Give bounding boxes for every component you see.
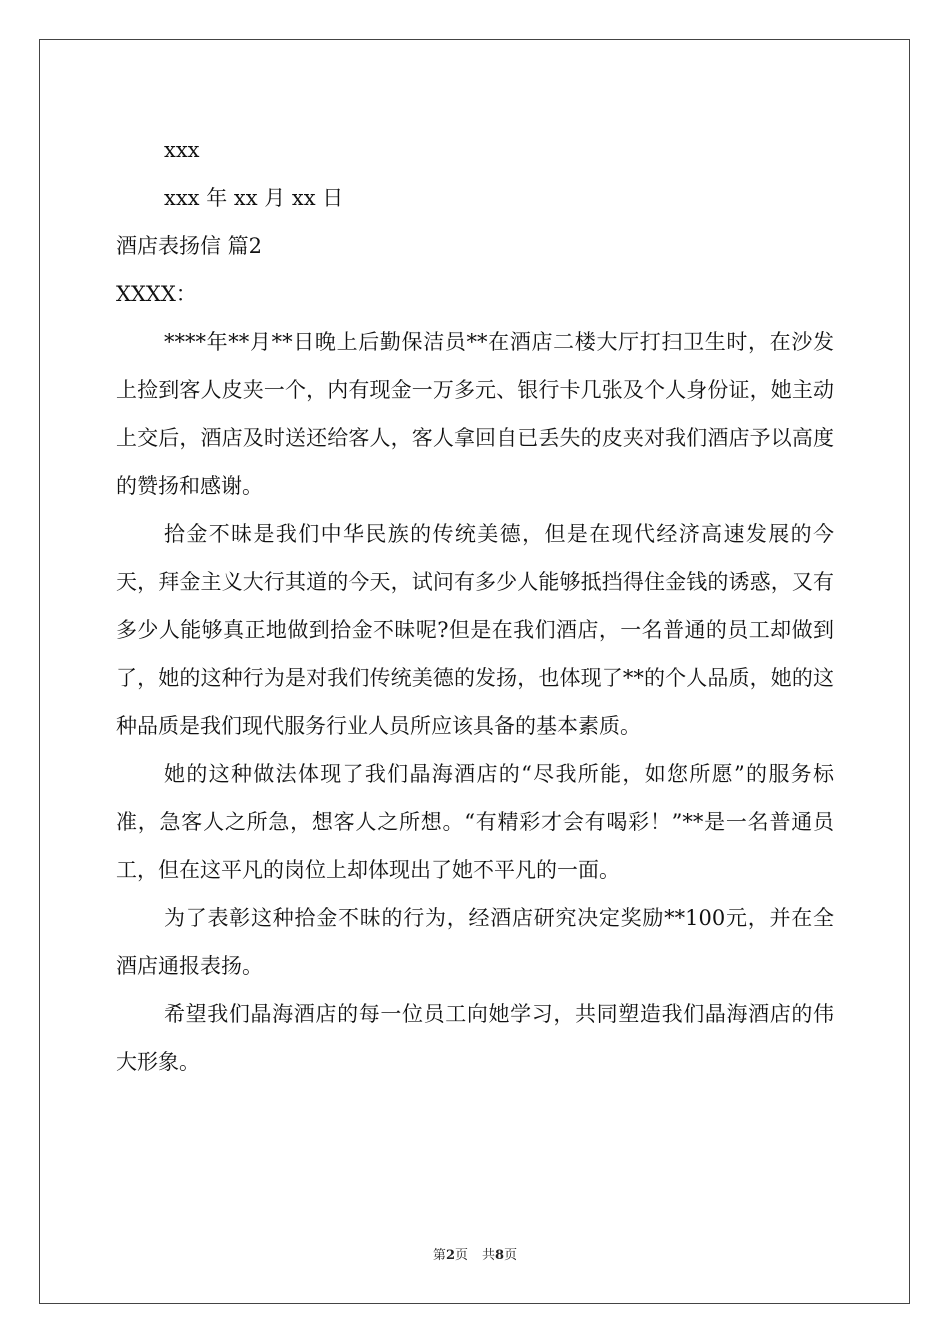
paragraph: 为了表彰这种拾金不昧的行为，经酒店研究决定奖励**100元，并在全酒店通报表扬。	[116, 906, 834, 978]
page-suffix: 页	[454, 1248, 468, 1263]
page-footer	[0, 1247, 950, 1265]
paragraph: ****年**月**日晚上后勤保洁员**在酒店二楼大厅打扫卫生时，在沙发上捡到客人皮夹一个，内有现金一万多元、银行卡几张及个人身份证，她主动上交后，酒店及时送还给客人，客人拿回自已丢失的皮夹对我们酒店予以高度的赞扬和感谢。	[116, 330, 834, 498]
paragraph: 希望我们晶海酒店的每一位员工向她学习，共同塑造我们晶海酒店的伟大形象。	[116, 1002, 834, 1074]
letter-title: 酒店表扬信 篇2	[116, 234, 263, 258]
signature-date: xxx 年 xx 月 xx 日	[164, 186, 344, 210]
page-current: 2	[445, 1248, 455, 1263]
total-suffix: 页	[504, 1248, 518, 1263]
page-total: 8	[495, 1248, 505, 1263]
letter-body	[116, 126, 834, 1086]
salutation: XXXX：	[116, 282, 197, 306]
paragraph: 她的这种做法体现了我们晶海酒店的“尽我所能，如您所愿”的服务标准，急客人之所急，想客人之所想。“有精彩才会有喝彩！”**是一名普通员工，但在这平凡的岗位上却体现出了她不平凡的一面。	[116, 762, 834, 882]
page-prefix: 第	[432, 1248, 446, 1263]
signature-name: xxx	[164, 138, 200, 162]
total-prefix: 共	[482, 1248, 496, 1263]
paragraph: 拾金不昧是我们中华民族的传统美德，但是在现代经济高速发展的今天，拜金主义大行其道的今天，试问有多少人能够抵挡得住金钱的诱惑，又有多少人能够真正地做到拾金不昧呢?但是在我们酒店，一名普通的员工却做到了，她的这种行为是对我们传统美德的发扬，也体现了**的个人品质，她的这种品质是我们现代服务行业人员所应该具备的基本素质。	[116, 522, 834, 738]
